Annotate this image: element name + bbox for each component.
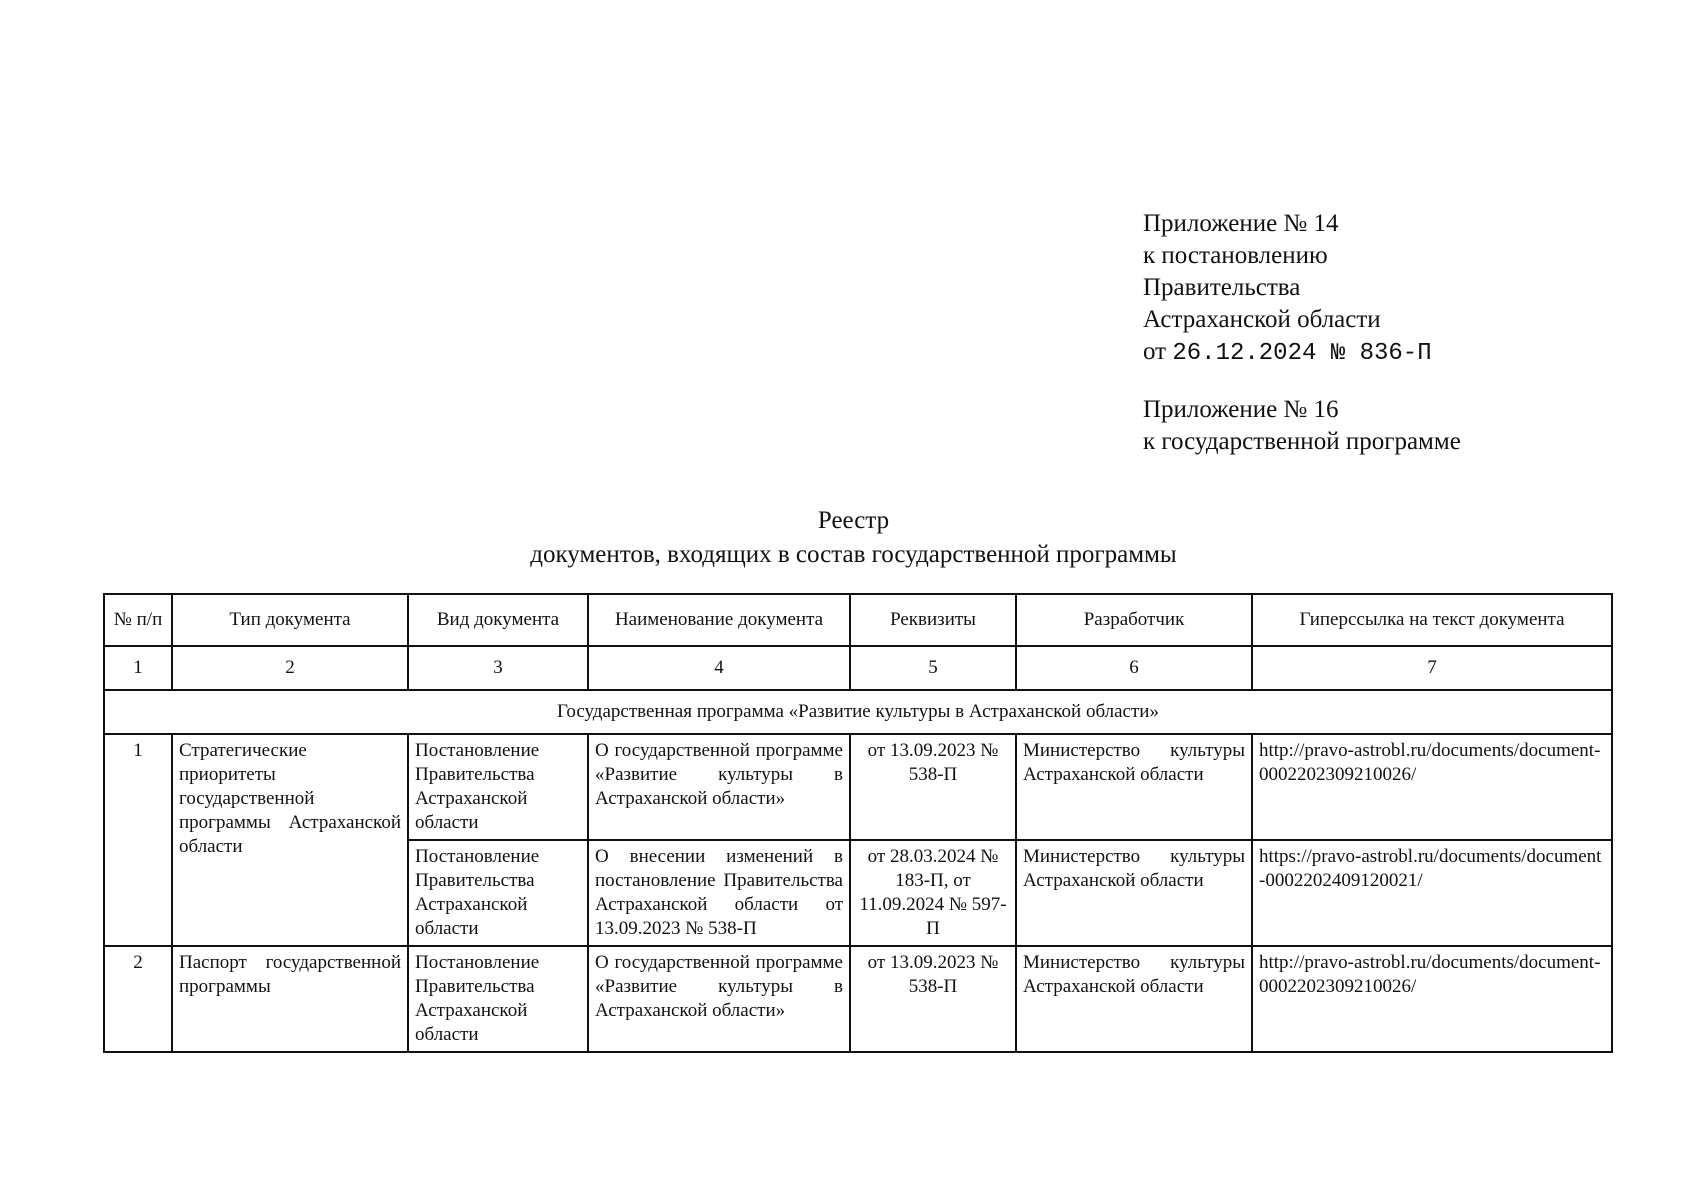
appendix-line: Приложение № 16 [1143,396,1339,423]
appendix-line: к государственной программе [1143,428,1461,455]
column-number: 3 [408,646,588,690]
title-line: Реестр [817,507,890,534]
document-developer: Министерство культуры Астраханской области [1016,946,1252,1052]
appendix-line: Приложение № 14 [1143,210,1339,237]
column-header: Вид документа [408,594,588,646]
document-type: Паспорт государственной программы [172,946,408,1052]
column-number: 7 [1252,646,1612,690]
document-requisites: от 13.09.2023 № 538-П [850,946,1016,1052]
appendix-line: Астраханской области [1143,306,1381,333]
column-number: 5 [850,646,1016,690]
column-header: Реквизиты [850,594,1016,646]
decree-date: 26.12.2024 № 836-П [1172,340,1432,367]
document-name: О государственной программе «Развитие культуры в Астраханской области» [588,734,850,840]
column-number-row [104,646,1612,690]
document-type: Стратегические приоритеты государственной программы Астраханской области [172,734,408,946]
table-header-row [104,594,1612,646]
column-number: 2 [172,646,408,690]
document-kind: Постановление Правительства Астраханской области [408,734,588,840]
column-header: Разработчик [1016,594,1252,646]
table-row [104,734,1612,840]
row-number: 2 [104,946,172,1052]
document-link[interactable]: http://pravo-astrobl.ru/documents/document-0002202309210026/ [1252,946,1612,1052]
document-requisites: от 13.09.2023 № 538-П [850,734,1016,840]
column-header: Гиперссылка на текст документа [1252,594,1612,646]
column-number: 6 [1016,646,1252,690]
document-developer: Министерство культуры Астраханской области [1016,840,1252,946]
document-name: О внесении изменений в постановление Правительства Астраханской области от 13.09.2023 № 538-П [588,840,850,946]
document-link[interactable]: https://pravo-astrobl.ru/documents/document-0002202409120021/ [1252,840,1612,946]
document-title [0,504,1707,572]
appendix-header [1143,208,1461,458]
document-link[interactable]: http://pravo-astrobl.ru/documents/document-0002202309210026/ [1252,734,1612,840]
document-name: О государственной программе «Развитие культуры в Астраханской области» [588,946,850,1052]
title-line: документов, входящих в состав государственной программы [530,541,1177,568]
date-prefix: от [1143,338,1167,365]
column-number: 1 [104,646,172,690]
column-header: № п/п [104,594,172,646]
registry-table [103,593,1613,1053]
column-number: 4 [588,646,850,690]
row-number: 1 [104,734,172,946]
section-row [104,690,1612,734]
column-header: Наименование документа [588,594,850,646]
appendix-line: к постановлению [1143,242,1328,269]
document-developer: Министерство культуры Астраханской области [1016,734,1252,840]
table-row [104,946,1612,1052]
appendix-line: Правительства [1143,274,1301,301]
document-requisites: от 28.03.2024 № 183-П, от 11.09.2024 № 597-П [850,840,1016,946]
document-kind: Постановление Правительства Астраханской области [408,946,588,1052]
decree-date-line [1143,336,1461,370]
section-title: Государственная программа «Развитие культуры в Астраханской области» [104,690,1612,734]
document-kind: Постановление Правительства Астраханской области [408,840,588,946]
column-header: Тип документа [172,594,408,646]
